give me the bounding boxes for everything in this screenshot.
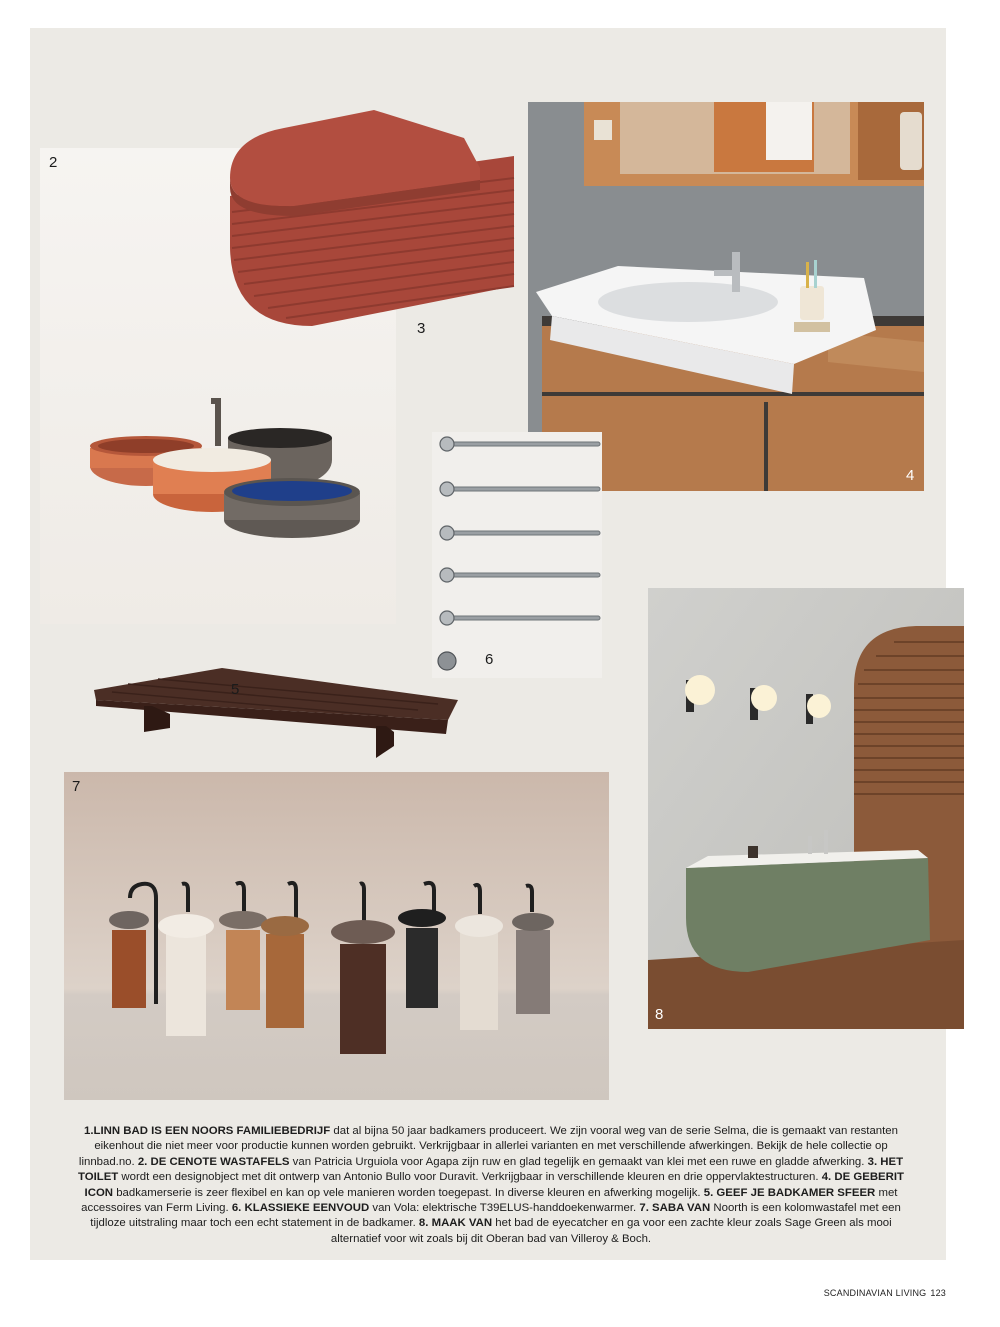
caption-text xyxy=(66,1124,916,1247)
item-number-8: 8 xyxy=(655,1006,664,1023)
caption-body-6: van Vola: elektrische T39ELUS-handdoekenwarmer. xyxy=(369,1202,640,1215)
caption-heading-3: 3. HET TOILET xyxy=(77,1155,904,1184)
caption-body-2: van Patricia Urguiola voor Agapa zijn ruw en glad tegelijk en gemaakt van klei met een ruwe en gladde afwerking. xyxy=(289,1155,868,1168)
caption-body-1: dat al bijna 50 jaar badkamers produceert. We zijn vooral weg van de serie Selma, die is gemaakt van restanten eikenhout die niet meer voor productie kunnen worden gebruikt. Verkrijgbaar in allerlei varianten en met verschillende afwerkingen. Bekijk de hele collectie op linnbad.no. xyxy=(78,1125,898,1168)
photo-vola-towel-warmer xyxy=(432,432,602,678)
item-number-6: 6 xyxy=(485,651,494,668)
caption-heading-2: 2. DE CENOTE WASTAFELS xyxy=(137,1155,290,1168)
page-footer xyxy=(824,1288,946,1298)
caption-heading-1: 1.LINN BAD IS EEN NOORS FAMILIEBEDRIJF xyxy=(84,1125,331,1137)
page-number: 123 xyxy=(930,1288,946,1298)
photo-ferm-living-shelf xyxy=(88,662,460,762)
caption-body-7: Noorth is een kolomwastafel met een tijdloze uitstraling maar toch een echt statement in de badkamer. xyxy=(90,1202,901,1230)
caption-heading-5: 5. GEEF JE BADKAMER SFEER xyxy=(703,1186,876,1199)
caption-body-4: badkamerserie is zeer flexibel en kan op vele manieren worden toegepast. In diverse kleuren en afwerking mogelijk. xyxy=(113,1186,704,1199)
caption-heading-6: 6. KLASSIEKE EENVOUD xyxy=(231,1202,370,1215)
item-number-4: 4 xyxy=(906,467,915,484)
caption-body-5: met accessoires van Ferm Living. xyxy=(81,1186,898,1215)
item-number-7: 7 xyxy=(72,778,81,795)
item-number-3: 3 xyxy=(417,320,426,337)
caption-body-3: wordt een designobject met dit ontwerp van Antonio Bullo voor Duravit. Verkrijgbaar in verschillende kleuren en drie oppervlaktestructuren. xyxy=(118,1171,822,1184)
caption-heading-8: 8. MAAK VAN xyxy=(418,1217,493,1230)
photo-villeroy-boch-oberon-bath xyxy=(648,588,964,1029)
caption-body-8: het bad de eyecatcher en ga voor een zachte kleur zoals Sage Green als mooi alternatief voor wit zoals bij dit Oberan bad van Villeroy & Boch. xyxy=(330,1217,892,1245)
item-number-5: 5 xyxy=(231,681,240,698)
item-number-2: 2 xyxy=(49,154,58,171)
photo-duravit-toilet xyxy=(224,108,516,332)
magazine-name: SCANDINAVIAN LIVING xyxy=(823,1288,927,1298)
photo-noorth-saba-washbasins xyxy=(64,772,609,1100)
caption-heading-7: 7. SABA VAN xyxy=(639,1202,711,1215)
caption-heading-4: 4. DE GEBERIT ICON xyxy=(84,1171,905,1199)
